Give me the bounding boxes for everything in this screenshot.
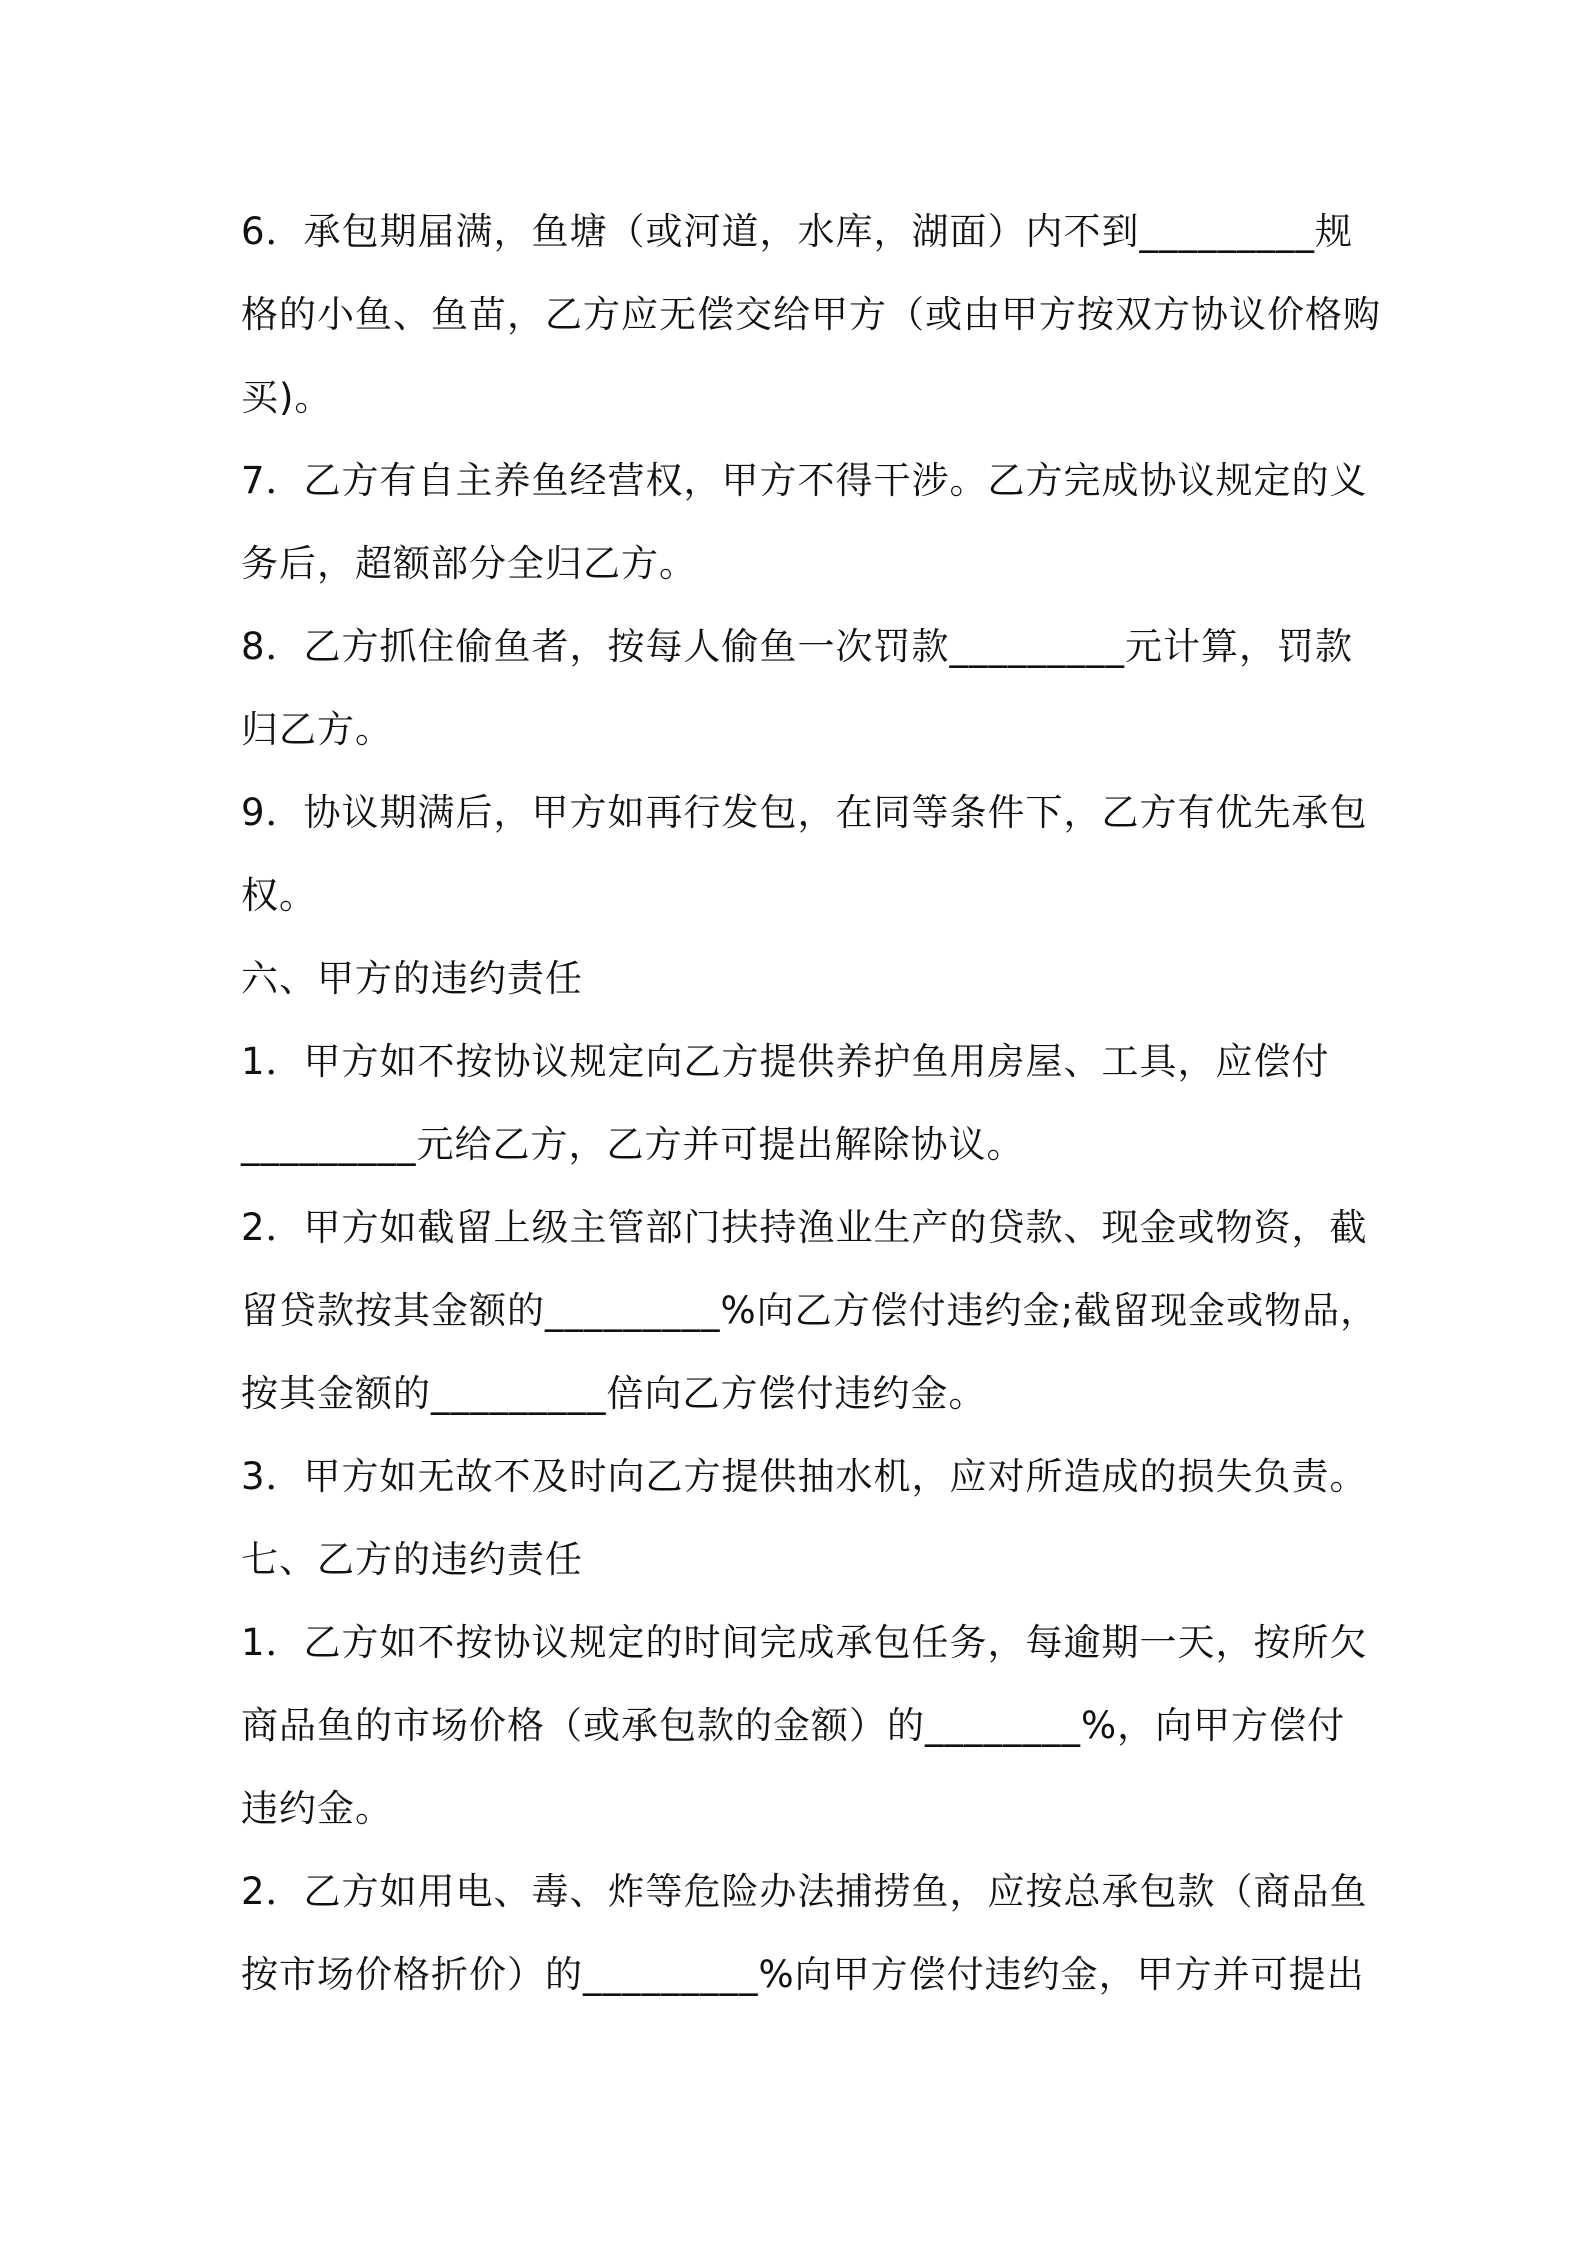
text-line: 商品鱼的市场价格（或承包款的金额）的________%，向甲方偿付 — [241, 1704, 1346, 1747]
text-line: 务后，超额部分全归乙方。 — [241, 542, 697, 585]
party-a-clause-1 — [241, 1020, 1381, 1186]
text-line: 8．乙方抓住偷鱼者，按每人偷鱼一次罚款_________元计算，罚款 — [241, 625, 1354, 668]
text-line: 留贷款按其金额的_________%向乙方偿付违约金;截留现金或物品， — [241, 1289, 1379, 1332]
clause-6 — [241, 190, 1381, 439]
section-heading-party-b-liability — [241, 1518, 1381, 1601]
text-line: 按市场价格折价）的_________%向甲方偿付违约金，甲方并可提出 — [241, 1953, 1365, 1996]
document-body — [241, 190, 1381, 2016]
section-heading: 六、甲方的违约责任 — [241, 957, 583, 1000]
text-line: 归乙方。 — [241, 708, 393, 751]
text-line: 按其金额的_________倍向乙方偿付违约金。 — [241, 1372, 987, 1415]
section-heading-party-a-liability — [241, 937, 1381, 1020]
text-line: 6．承包期届满，鱼塘（或河道，水库，湖面）内不到_________规 — [241, 210, 1354, 253]
text-line: 7．乙方有自主养鱼经营权，甲方不得干涉。乙方完成协议规定的义 — [241, 459, 1368, 502]
party-b-clause-2 — [241, 1850, 1381, 2016]
text-line: 1．甲方如不按协议规定向乙方提供养护鱼用房屋、工具，应偿付 — [241, 1040, 1330, 1083]
party-a-clause-3 — [241, 1435, 1381, 1518]
text-line: 3．甲方如无故不及时向乙方提供抽水机，应对所造成的损失负责。 — [241, 1455, 1368, 1498]
text-line: 格的小鱼、鱼苗，乙方应无偿交给甲方（或由甲方按双方协议价格购 — [241, 293, 1381, 336]
text-line: 9．协议期满后，甲方如再行发包，在同等条件下，乙方有优先承包 — [241, 791, 1368, 834]
text-line: _________元给乙方，乙方并可提出解除协议。 — [241, 1123, 1025, 1166]
clause-7 — [241, 439, 1381, 605]
text-line: 1．乙方如不按协议规定的时间完成承包任务，每逾期一天，按所欠 — [241, 1621, 1368, 1664]
text-line: 权。 — [241, 874, 317, 917]
clause-9 — [241, 771, 1381, 937]
text-line: 违约金。 — [241, 1787, 393, 1830]
text-line: 买)。 — [241, 376, 333, 419]
text-line: 2．乙方如用电、毒、炸等危险办法捕捞鱼，应按总承包款（商品鱼 — [241, 1870, 1368, 1913]
section-heading: 七、乙方的违约责任 — [241, 1538, 583, 1581]
clause-8 — [241, 605, 1381, 771]
party-a-clause-2 — [241, 1186, 1381, 1435]
text-line: 2．甲方如截留上级主管部门扶持渔业生产的贷款、现金或物资，截 — [241, 1206, 1368, 1249]
party-b-clause-1 — [241, 1601, 1381, 1850]
